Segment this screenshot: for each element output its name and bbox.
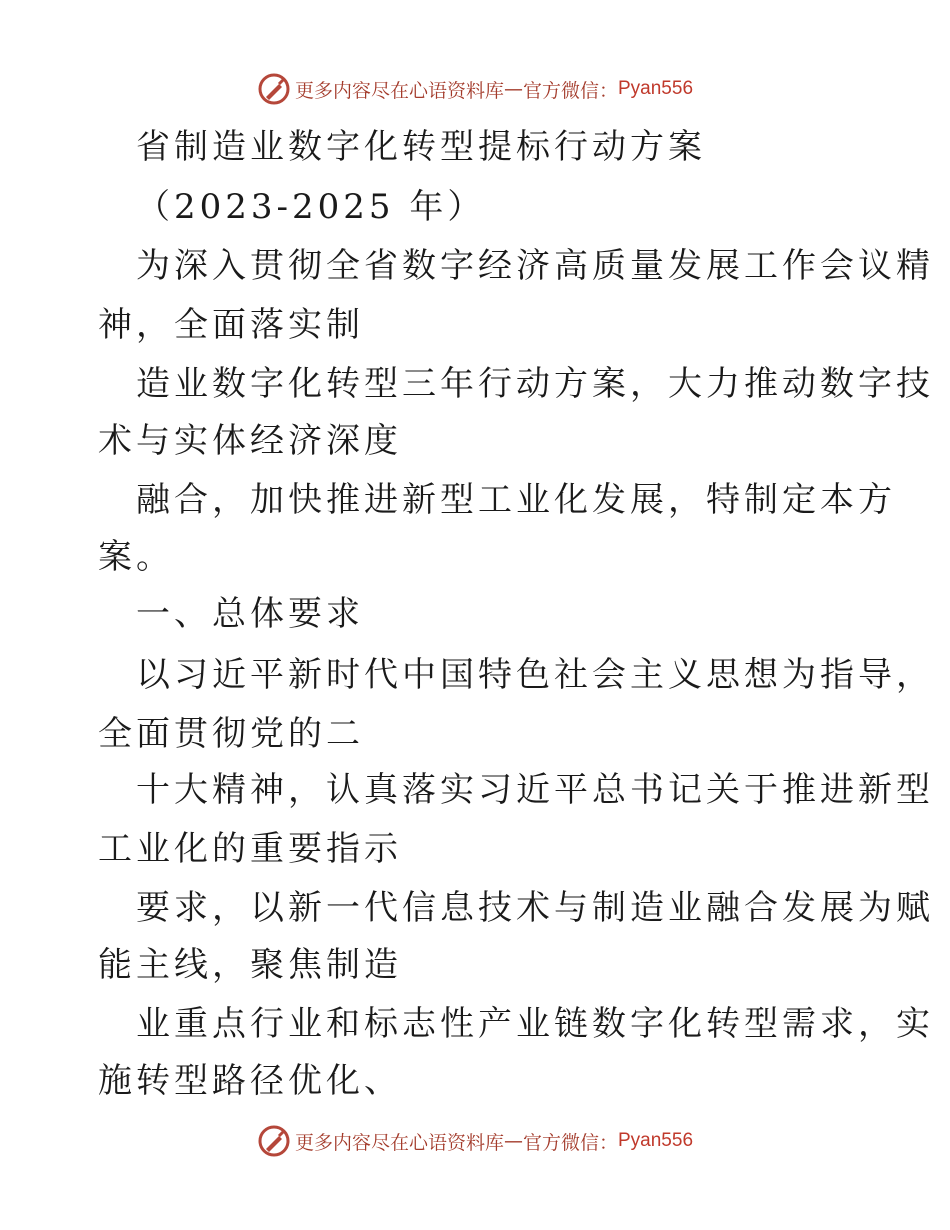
paragraph-line: 施转型路径优化、: [98, 1061, 402, 1101]
paragraph-line: 工业化的重要指示: [98, 829, 402, 869]
wechat-label: 官方微信：: [522, 79, 618, 102]
footer-banner: [0, 1124, 950, 1158]
paragraph-line: 为深入贯彻全省数字经济高质量发展工作会议精: [136, 246, 934, 286]
wechat-label: 官方微信：: [522, 1131, 618, 1154]
banner-text: 更多内容尽在心语资料库: [294, 79, 504, 102]
paragraph-line: 融合，加快推进新型工业化发展，特制定本方: [136, 480, 896, 520]
paragraph-line: 神，全面落实制: [98, 305, 364, 345]
pen-seal-icon: [257, 1124, 291, 1158]
paragraph-line: 要求，以新一代信息技术与制造业融合发展为赋: [136, 888, 934, 928]
banner-separator: —: [503, 78, 523, 100]
paragraph-line: 业重点行业和标志性产业链数字化转型需求，实: [136, 1004, 934, 1044]
paragraph-line: 造业数字化转型三年行动方案，大力推动数字技: [136, 364, 934, 404]
banner-text: 更多内容尽在心语资料库: [294, 1131, 504, 1154]
paragraph-line: 以习近平新时代中国特色社会主义思想为指导，: [136, 655, 934, 695]
pen-seal-icon: [257, 72, 291, 106]
paragraph-line: 全面贯彻党的二: [98, 714, 364, 754]
header-banner: [0, 72, 950, 106]
section-heading: 一、总体要求: [136, 594, 364, 634]
paragraph-line: 术与实体经济深度: [98, 421, 402, 461]
wechat-id: Pyan556: [618, 1130, 694, 1151]
banner-separator: —: [503, 1130, 523, 1152]
paragraph-line: 能主线，聚焦制造: [98, 945, 402, 985]
doc-year-range: （2023-2025 年）: [136, 187, 486, 227]
doc-title: 省制造业数字化转型提标行动方案: [136, 127, 706, 167]
paragraph-line: 十大精神，认真落实习近平总书记关于推进新型: [136, 770, 934, 810]
wechat-id: Pyan556: [618, 78, 694, 99]
paragraph-line: 案。: [98, 537, 174, 577]
